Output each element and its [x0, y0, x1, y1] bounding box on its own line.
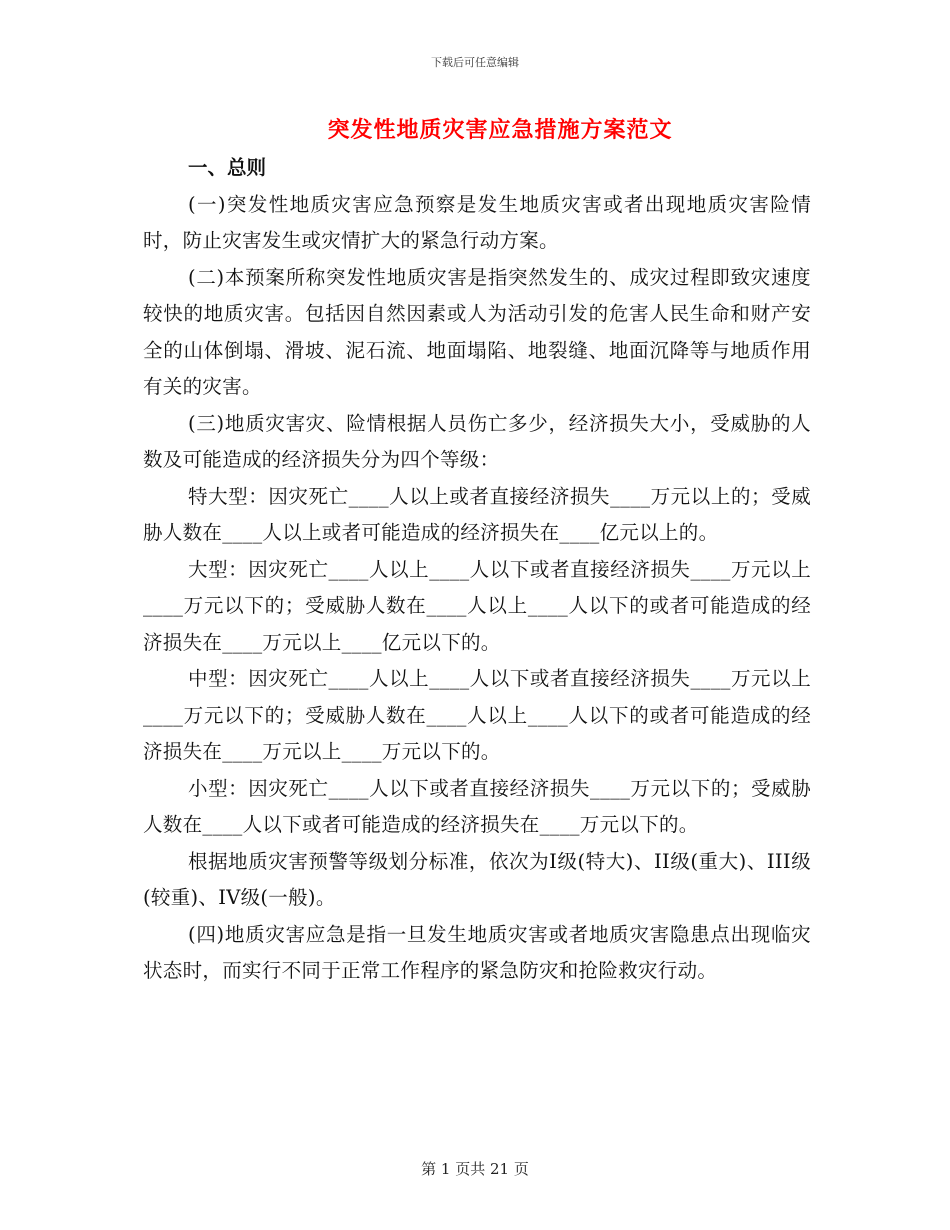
download-note: 下载后可任意编辑	[431, 56, 519, 69]
paragraph: 小型：因灾死亡____人以下或者直接经济损失____万元以下的；受威胁人数在____人以下或者可能造成的经济损失在____万元以下的。	[143, 776, 811, 836]
paragraph: 中型：因灾死亡____人以上____人以下或者直接经济损失____万元以上____万元以下的；受威胁人数在____人以上____人以下的或者可能造成的经济损失在____万元以上____万元以下的。	[143, 667, 811, 763]
section-heading: 一、总则	[188, 156, 267, 179]
paragraph: (一)突发性地质灾害应急预察是发生地质灾害或者出现地质灾害险情时，防止灾害发生或灾情扩大的紧急行动方案。	[143, 192, 811, 252]
page-number: 第 1 页共 21 页	[421, 1160, 529, 1178]
paragraph: (四)地质灾害应急是指一旦发生地质灾害或者地质灾害隐患点出现临灾状态时，而实行不同于正常工作程序的紧急防灾和抢险救灾行动。	[143, 922, 811, 982]
document-title: 突发性地质灾害应急措施方案范文	[327, 117, 673, 143]
paragraph: 根据地质灾害预警等级划分标准，依次为I级(特大)、II级(重大)、III级(较重)、IV级(一般)。	[143, 849, 811, 909]
paragraph: 特大型：因灾死亡____人以上或者直接经济损失____万元以上的；受威胁人数在____人以上或者可能造成的经济损失在____亿元以上的。	[143, 484, 811, 544]
document-body	[143, 150, 811, 990]
paragraph: (三)地质灾害灾、险情根据人员伤亡多少，经济损失大小，受威胁的人数及可能造成的经济损失分为四个等级：	[143, 411, 811, 471]
paragraph: 大型：因灾死亡____人以上____人以下或者直接经济损失____万元以上____万元以下的；受威胁人数在____人以上____人以下的或者可能造成的经济损失在____万元以上____亿元以下的。	[143, 557, 811, 654]
paragraph: (二)本预案所称突发性地质灾害是指突然发生的、成灾过程即致灾速度较快的地质灾害。包括因自然因素或人为活动引发的危害人民生命和财产安全的山体倒塌、滑坡、泥石流、地面塌陷、地裂缝、地面沉降等与地质作用有关的灾害。	[143, 265, 811, 398]
